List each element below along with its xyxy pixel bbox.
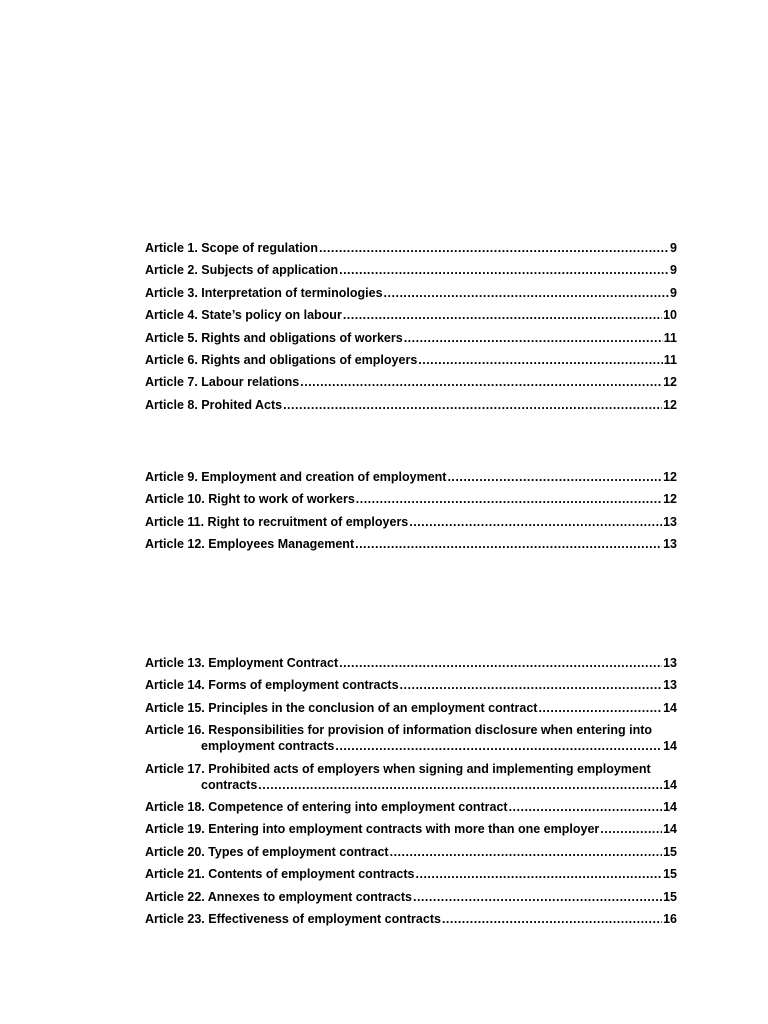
toc-entry[interactable]: [145, 911, 677, 927]
dot-leader: [404, 330, 663, 346]
toc-page-number: 12: [663, 375, 677, 390]
toc-page-number: 9: [670, 285, 677, 300]
toc-page-number: 12: [663, 470, 677, 484]
toc-entry[interactable]: [145, 514, 677, 530]
dot-leader: [384, 285, 670, 301]
toc-entry-title: Article 6. Rights and obligations of employers: [145, 352, 418, 367]
toc-entry[interactable]: [145, 330, 677, 346]
toc-entry-title: Article 9. Employment and creation of employment: [145, 470, 447, 484]
toc-page-number: 9: [670, 263, 677, 278]
toc-entry[interactable]: [145, 889, 677, 905]
toc-entry-title: Article 19. Entering into employment contracts with more than one employer: [145, 822, 600, 837]
dot-leader: [356, 491, 662, 507]
toc-entry[interactable]: [145, 536, 677, 552]
toc-entry-title-continuation: employment contracts: [201, 739, 335, 754]
toc-entry-title: Article 4. State’s policy on labour: [145, 308, 342, 323]
toc-entry[interactable]: [145, 285, 677, 301]
toc-entry[interactable]: [145, 374, 677, 390]
dot-leader: [600, 821, 662, 837]
toc-entry[interactable]: [145, 866, 677, 882]
toc-page-number: 14: [663, 799, 677, 814]
toc-entry[interactable]: [145, 397, 677, 413]
toc-entry[interactable]: [145, 677, 677, 693]
toc-group-employment-contracts: [145, 655, 677, 933]
dot-leader: [447, 469, 662, 485]
toc-entry[interactable]: [145, 262, 677, 278]
toc-entry-title: Article 12. Employees Management: [145, 537, 355, 552]
toc-page-number: 13: [663, 656, 677, 670]
toc-entry[interactable]: [145, 761, 677, 793]
dot-leader: [319, 240, 669, 256]
dot-leader: [416, 866, 663, 882]
toc-page-number: 13: [663, 537, 677, 552]
toc-entry-title: Article 23. Effectiveness of employment contracts: [145, 911, 441, 926]
toc-entry-title: Article 16. Responsibilities for provision of information disclosure when entering into: [145, 723, 653, 738]
toc-page-number: 12: [663, 397, 677, 412]
dot-leader: [509, 799, 663, 815]
toc-group-employment: [145, 469, 677, 559]
toc-page-number: 15: [663, 844, 677, 859]
dot-leader: [339, 655, 662, 671]
toc-entry-title: Article 3. Interpretation of terminologies: [145, 285, 383, 300]
toc-entry[interactable]: [145, 821, 677, 837]
toc-page-number: 15: [663, 889, 677, 904]
dot-leader: [343, 307, 662, 323]
dot-leader: [538, 700, 662, 716]
dot-leader: [339, 262, 669, 278]
toc-entry[interactable]: [145, 307, 677, 323]
toc-entry[interactable]: [145, 352, 677, 368]
toc-page-number: 14: [663, 739, 677, 754]
toc-entry[interactable]: [145, 655, 677, 671]
toc-entry-title: Article 11. Right to recruitment of employers: [145, 514, 409, 529]
toc-entry-title: Article 22. Annexes to employment contracts: [145, 889, 412, 904]
toc-entry-title: Article 15. Principles in the conclusion of an employment contract: [145, 700, 538, 715]
dot-leader: [442, 911, 662, 927]
toc-entry-title: Article 5. Rights and obligations of workers: [145, 330, 403, 345]
toc-entry[interactable]: [145, 700, 677, 716]
toc-entry-title: Article 1. Scope of regulation: [145, 241, 318, 255]
dot-leader: [390, 844, 663, 860]
dot-leader: [335, 738, 662, 754]
dot-leader: [413, 889, 662, 905]
toc-entry-title-continuation: contracts: [201, 777, 258, 792]
toc-page-number: 13: [663, 514, 677, 529]
toc-entry[interactable]: [145, 491, 677, 507]
toc-page-number: 14: [663, 822, 677, 837]
toc-page-number: 10: [663, 308, 677, 323]
toc-entry[interactable]: [145, 844, 677, 860]
toc-entry-title: Article 8. Prohited Acts: [145, 397, 283, 412]
toc-page-number: 11: [663, 352, 677, 367]
toc-entry[interactable]: [145, 240, 677, 256]
toc-page-number: 13: [663, 678, 677, 693]
toc-page-number: 9: [670, 241, 677, 255]
toc-entry-title: Article 21. Contents of employment contracts: [145, 867, 415, 882]
toc-group-general-provisions: [145, 240, 677, 419]
dot-leader: [418, 352, 663, 368]
toc-entry[interactable]: [145, 469, 677, 485]
dot-leader: [409, 514, 662, 530]
dot-leader: [300, 374, 662, 390]
toc-page-number: 14: [663, 777, 677, 792]
dot-leader: [283, 397, 662, 413]
toc-entry-title: Article 17. Prohibited acts of employers when signing and implementing employment: [145, 761, 651, 776]
toc-page-number: 16: [663, 911, 677, 926]
toc-page-number: 12: [663, 492, 677, 507]
dot-leader: [355, 536, 662, 552]
toc-entry-title: Article 18. Competence of entering into employment contract: [145, 799, 508, 814]
toc-entry[interactable]: [145, 722, 677, 754]
dot-leader: [400, 677, 663, 693]
toc-entry-title: Article 7. Labour relations: [145, 375, 300, 390]
toc-entry-title: Article 20. Types of employment contract: [145, 844, 389, 859]
toc-entry-title: Article 10. Right to work of workers: [145, 492, 355, 507]
toc-entry-title: Article 14. Forms of employment contracts: [145, 678, 399, 693]
toc-page-number: 15: [663, 867, 677, 882]
toc-page-number: 14: [663, 700, 677, 715]
toc-page-number: 11: [663, 330, 677, 345]
toc-entry-title: Article 2. Subjects of application: [145, 263, 339, 278]
toc-entry-title: Article 13. Employment Contract: [145, 656, 339, 670]
dot-leader: [258, 777, 662, 793]
toc-entry[interactable]: [145, 799, 677, 815]
